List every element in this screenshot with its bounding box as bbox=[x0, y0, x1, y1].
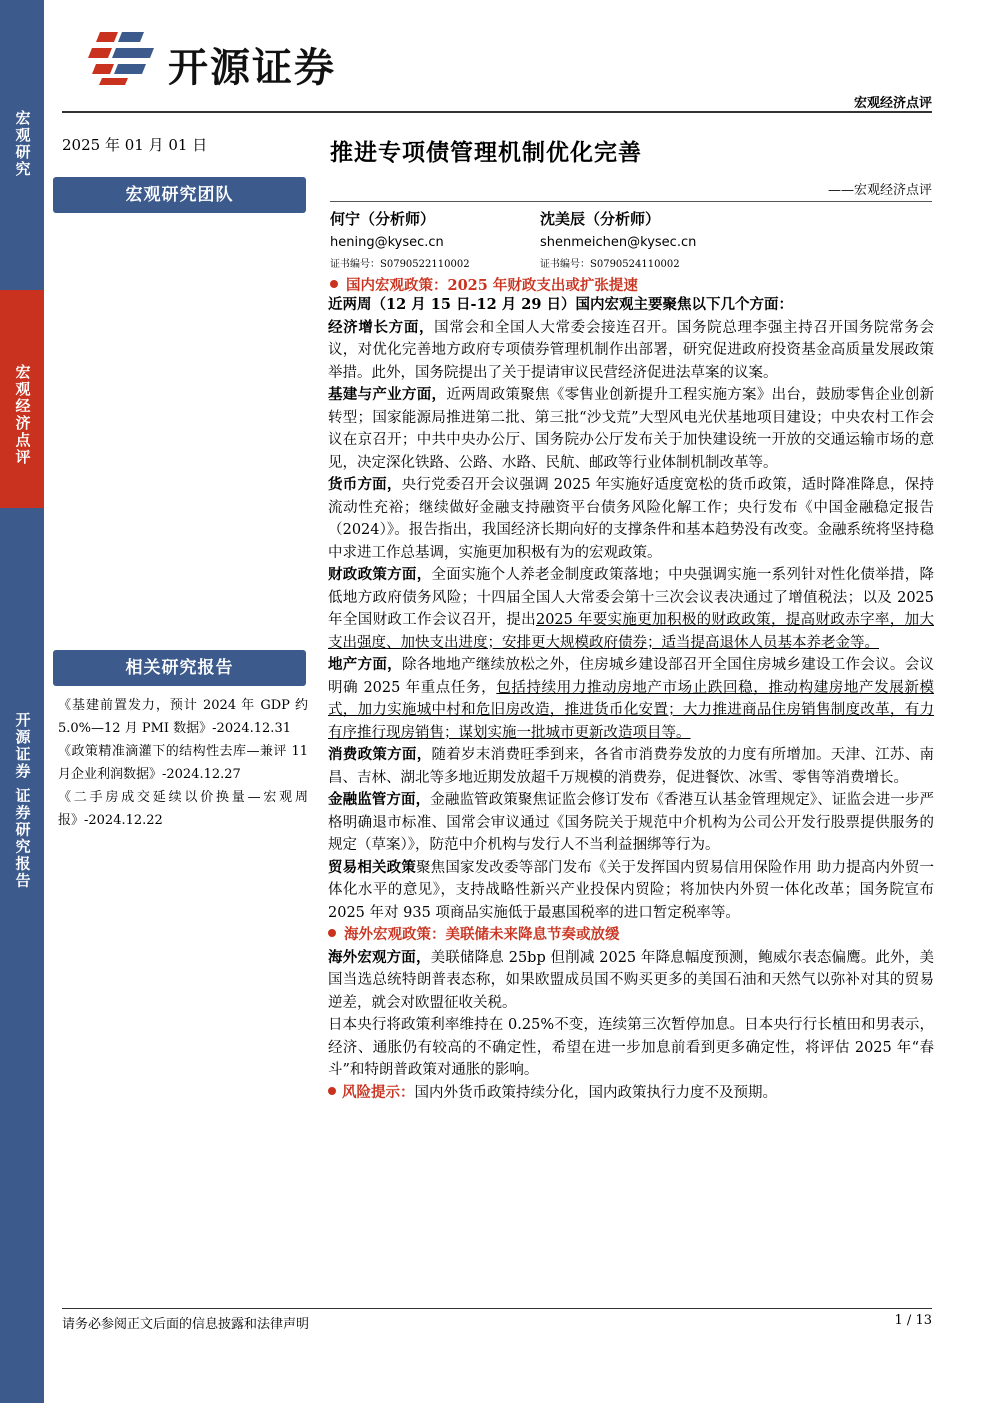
paragraph-property: 地产方面，除各地地产继续放松之外，住房城乡建设部召开全国住房城乡建设工作会议。会议明确 2025 年重点任务，包括持续用力推动房地产市场止跌回稳，推动构建房地产发展新模式，加力实施城中村和危旧房改造，推进货币化安置；大力推进商品住房销售制度改革，有力有序推行现房销售；谋划实施一批城市更新改造项目等。 bbox=[328, 656, 935, 741]
page-number: 1 / 13 bbox=[894, 1313, 932, 1328]
analyst-2 bbox=[540, 208, 800, 270]
sidebar-bottom-label: 开源证券 证券研究报告 bbox=[13, 712, 32, 890]
bullet-icon bbox=[328, 1087, 336, 1095]
footer-divider bbox=[62, 1308, 932, 1309]
paragraph-monetary: 货币方面，央行党委召开会议强调 2025 年实施好适度宽松的货币政策，适时降准降息，保持流动性充裕；继续做好金融支持融资平台债务风险化解工作；央行发布《中国金融稳定报告（2024）》。报告指出，我国经济长期向好的支撑条件和基本趋势没有改变。金融系统将坚持稳中求进工作总基调，实施更加积极有为的宏观政策。 bbox=[328, 476, 934, 561]
related-report-item[interactable]: 《二手房成交延续以价换量—宏观周报》-2024.12.22 bbox=[58, 790, 308, 828]
related-report-item[interactable]: 《基建前置发力，预计 2024 年 GDP 约 5.0%—12 月 PMI 数据》-2024.12.31 bbox=[58, 698, 308, 736]
paragraph-japan: 日本央行将政策利率维持在 0.25%不变，连续第三次暂停加息。日本央行行长植田和男表示，经济、通胀仍有较高的不确定性，希望在进一步加息前看到更多确定性，将评估 2025 年“春斗”和特朗普政策对通胀的影响。 bbox=[328, 1017, 934, 1078]
brand-name: 开源证券 bbox=[168, 45, 336, 91]
analyst-name: 何宁（分析师） bbox=[330, 210, 436, 228]
domestic-section-heading: 国内宏观政策：2025 年财政支出或扩张提速 bbox=[330, 274, 638, 295]
related-reports-list bbox=[58, 694, 308, 832]
sidebar-top-label: 宏观研究 bbox=[13, 110, 32, 178]
paragraph-infrastructure: 基建与产业方面，近两周政策聚焦《零售业创新提升工程实施方案》出台，鼓励零售企业创新转型；国家能源局推进第二批、第三批“沙戈荒”大型风电光伏基地项目建设；中央农村工作会议在京召开；中共中央办公厅、国务院办公厅发布关于加快建设统一开放的交通运输市场的意见，决定深化铁路、公路、水路、民航、邮政等行业体制机制改革等。 bbox=[328, 386, 935, 471]
risk-warning: 风险提示：国内外货币政策持续分化，国内政策执行力度不及预期。 bbox=[328, 1082, 934, 1105]
page-title: 推进专项债管理机制优化完善 bbox=[330, 139, 642, 166]
sidebar-middle-label: 宏观经济点评 bbox=[13, 364, 32, 466]
intro-line: 近两周（12 月 15 日-12 月 29 日）国内宏观主要聚焦以下几个方面： bbox=[328, 296, 794, 313]
paragraph-fiscal: 财政政策方面，全面实施个人养老金制度政策落地；中央强调实施一系列针对性化债举措，降低地方政府债务风险；十四届全国人大常委会第十三次会议表决通过了增值税法；以及 2025 年全国财政工作会议召开，提出2025 年要实施更加积极的财政政策，提高财政赤字率，加大支出强度、加快支出进度；安排更大规模政府债券；适当提高退休人员基本养老金等。 bbox=[328, 566, 935, 651]
reports-box: 相关研究报告 bbox=[53, 650, 306, 686]
left-sidebar-strip bbox=[0, 0, 44, 1403]
page-subtitle: ——宏观经济点评 bbox=[827, 183, 932, 198]
header-divider bbox=[62, 111, 932, 113]
team-box: 宏观研究团队 bbox=[53, 177, 306, 213]
related-report-item[interactable]: 《政策精准滴灌下的结构性去库—兼评 11 月企业利润数据》-2024.12.27 bbox=[58, 744, 308, 782]
main-body bbox=[328, 294, 934, 1104]
bullet-icon bbox=[328, 929, 336, 937]
report-date: 2025 年 01 月 01 日 bbox=[62, 136, 208, 154]
analyst-cert: 证书编号：S0790522110002 bbox=[330, 259, 470, 270]
analyst-email[interactable]: shenmeichen@kysec.cn bbox=[540, 235, 697, 250]
header-category: 宏观经济点评 bbox=[853, 96, 932, 111]
subtitle-divider bbox=[330, 201, 932, 202]
bullet-icon bbox=[330, 280, 338, 288]
overseas-section-heading: 海外宏观政策：美联储未来降息节奏或放缓 bbox=[328, 924, 934, 947]
paragraph-growth: 经济增长方面，国常会和全国人大常委会接连召开。国务院总理李强主持召开国务院常务会议，对优化完善地方政府专项债券管理机制作出部署，研究促进政府投资基金高质量发展政策举措。此外，国务院提出了关于提请审议民营经济促进法草案的议案。 bbox=[328, 318, 935, 381]
brand-logo-icon bbox=[88, 30, 160, 86]
footer-disclaimer: 请务必参阅正文后面的信息披露和法律声明 bbox=[62, 1317, 310, 1332]
analyst-1 bbox=[330, 208, 530, 270]
paragraph-financial-regulation: 金融监管方面，金融监管政策聚焦证监会修订发布《香港互认基金管理规定》、证监会进一步严格明确退市标准、国常会审议通过《国务院关于规范中介机构为公司公开发行股票提供服务的规定（草案）》，防范中介机构与发行人不当利益捆绑等行为。 bbox=[328, 791, 935, 853]
analyst-email[interactable]: hening@kysec.cn bbox=[330, 235, 444, 250]
paragraph-trade: 贸易相关政策聚焦国家发改委等部门发布《关于发挥国内贸易信用保险作用 助力提高内外贸一体化水平的意见》，支持战略性新兴产业投保内贸险；将加快内外贸一体化改革；国务院宣布 2025 年对 935 项商品实施低于最惠国税率的进口暂定税率等。 bbox=[328, 858, 935, 921]
paragraph-consumption: 消费政策方面，随着岁末消费旺季到来，各省市消费券发放的力度有所增加。天津、江苏、南昌、吉林、湖北等多地近期发放超千万规模的消费券，促进餐饮、冰雪、零售等消费增长。 bbox=[328, 746, 935, 786]
analyst-cert: 证书编号：S0790524110002 bbox=[540, 259, 680, 270]
paragraph-overseas: 海外宏观方面，美联储降息 25bp 但削减 2025 年降息幅度预测，鲍威尔表态偏鹰。此外，美国当选总统特朗普表态称，如果欧盟成员国不购买更多的美国石油和天然气以弥补对其的贸易逆差，就会对欧盟征收关税。 bbox=[328, 948, 935, 1011]
analyst-name: 沈美辰（分析师） bbox=[540, 210, 661, 228]
